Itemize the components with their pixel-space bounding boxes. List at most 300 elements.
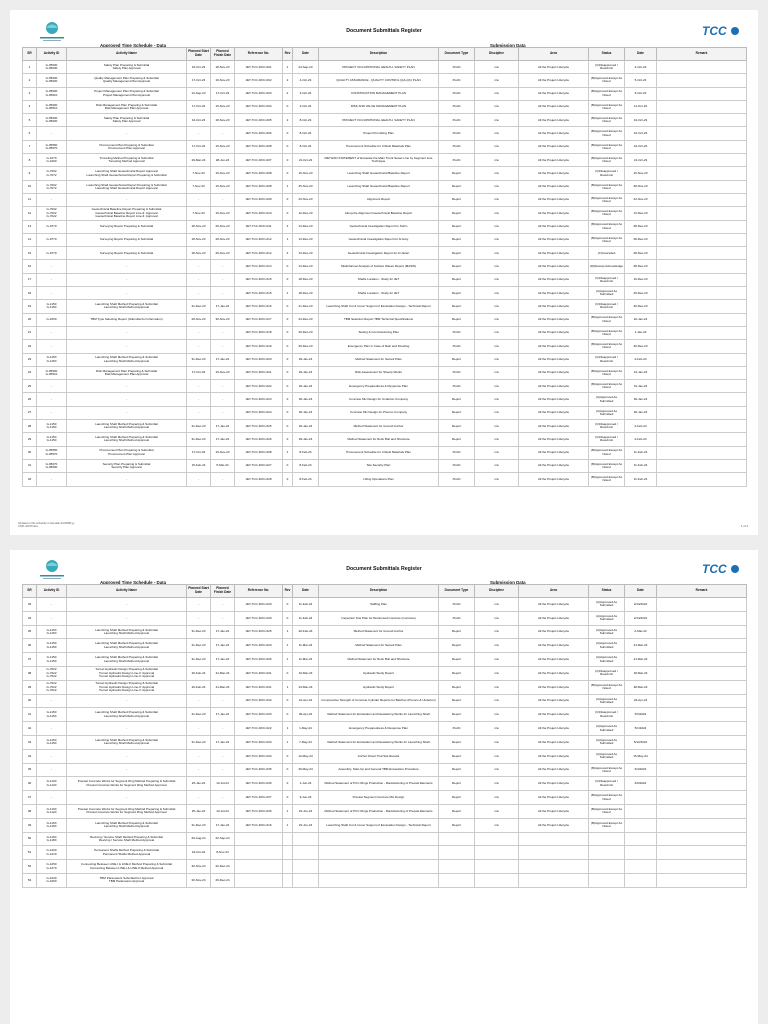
cell-status: (A)Approved As Submitted — [589, 406, 625, 419]
cell-planned-finish: 17-Oct-23 — [211, 87, 235, 100]
table-row — [23, 832, 747, 846]
table-row — [23, 611, 747, 625]
cell-activity-name: Reviving / Service Shaft Method Preparing & Submittal Reviving / Service Shaft Method Approval — [67, 832, 187, 846]
table-row — [23, 846, 747, 860]
cell-discipline: n/a — [475, 140, 519, 153]
cell-date: 16-Nov-23 — [293, 167, 319, 180]
cell-rev: 1 — [283, 735, 293, 749]
cell-description: Hydraulic Study Report — [319, 680, 439, 694]
cell-planned-finish: 13-Jul-24 — [211, 804, 235, 818]
cell-activity-id: G-1150 G-1150 — [37, 708, 67, 722]
cell-area: All the Project Lifecycle — [519, 127, 589, 140]
cell-rev: 0 — [283, 694, 293, 708]
column-header-date: Date — [293, 585, 319, 598]
cell-planned-finish: 5-Mar-24 — [211, 459, 235, 472]
cell-discipline: n/a — [475, 233, 519, 246]
cell-activity-id: - — [37, 722, 67, 736]
cell-remark — [657, 763, 747, 777]
cell-status-date — [625, 832, 657, 846]
cell-status: (B)Approved Except As Noted — [589, 340, 625, 353]
document-title: Document Submittals Register — [346, 28, 422, 34]
cell-reference-no: JET-TCC-DOC-009 — [235, 193, 283, 206]
cell-planned-finish: - — [211, 380, 235, 393]
cell-document-type: Report — [439, 749, 475, 763]
cell-document-type — [439, 832, 475, 846]
cell-planned-finish: - — [211, 393, 235, 406]
cell-planned-finish: - — [211, 763, 235, 777]
cell-date: 26-Dec-23 — [293, 340, 319, 353]
cell-description: Anchor Direct Trial Site Results — [319, 749, 439, 763]
cell-rev: 3 — [283, 247, 293, 260]
cell-activity-name: Safety Plan Preparing & Submittal Safety Plan Approval — [67, 61, 187, 74]
column-header-reference-no: Reference No. — [235, 585, 283, 598]
cell-activity-id: G-95600 G-95610 — [37, 87, 67, 100]
cell-area: All the Project Lifecycle — [519, 61, 589, 74]
cell-status: (B)Approved Except As Noted — [589, 380, 625, 393]
cell-description: Method Statement for Secant Piles — [319, 353, 439, 366]
cell-planned-start: - — [187, 791, 211, 805]
cell-discipline — [475, 832, 519, 846]
column-header-remark: Remark — [657, 48, 747, 61]
cell-document-type: PLAN — [439, 87, 475, 100]
cell-reference-no: JET-TCC-DOC-020 — [235, 639, 283, 653]
cell-area: All the Project Lifecycle — [519, 193, 589, 206]
cell-description: Launching Shaft Cut & Cover Support of Excavation Design - Technical Report — [319, 818, 439, 832]
column-header-status-date: Date — [625, 48, 657, 61]
cell-status-date — [625, 791, 657, 805]
cell-discipline: n/a — [475, 763, 519, 777]
cell-status-date: 11-Feb-24 — [625, 446, 657, 459]
cell-activity-id: G-1160 G-1180 — [37, 832, 67, 846]
cell-discipline: n/a — [475, 287, 519, 300]
table-row — [23, 127, 747, 140]
cell-planned-finish: 19-Nov-23 — [211, 180, 235, 193]
cell-description: Method Statement for Rock Bolt and Shotcrete — [319, 653, 439, 667]
cell-description: Geotechnical Investigation Report for Al Jazan — [319, 247, 439, 260]
table-row — [23, 233, 747, 246]
cell-planned-start: - — [187, 694, 211, 708]
cell-sr: 3 — [23, 87, 37, 100]
cell-area: All the Project Lifecycle — [519, 749, 589, 763]
cell-rev: 0 — [283, 777, 293, 791]
cell-status-date: 15-May-24 — [625, 749, 657, 763]
cell-planned-finish: 17-Jan-24 — [211, 653, 235, 667]
cell-status-date: 18-Mar-24 — [625, 666, 657, 680]
cell-status: (B)Approved Except As Noted — [589, 87, 625, 100]
cell-planned-start: 31-Dec-23 — [187, 818, 211, 832]
cell-status-date: 1-Jan-24 — [625, 326, 657, 339]
cell-activity-name: - — [67, 287, 187, 300]
cell-area: All the Project Lifecycle — [519, 818, 589, 832]
cell-document-type: PLAN — [439, 446, 475, 459]
table-row — [23, 167, 747, 180]
cell-activity-name: - — [67, 380, 187, 393]
cell-reference-no: JET-TCC-DOC-010 — [235, 207, 283, 220]
cell-area: All the Project Lifecycle — [519, 353, 589, 366]
cell-status-date: 30-Dec-23 — [625, 340, 657, 353]
cell-planned-start: - — [187, 193, 211, 206]
cell-planned-start: - — [187, 598, 211, 612]
cell-reference-no: JET-TCC-DOC-008 — [235, 167, 283, 180]
cell-activity-name: Surveying Report Preparing & Submittal — [67, 233, 187, 246]
cell-remark — [657, 722, 747, 736]
column-header-status: Status — [589, 48, 625, 61]
cell-planned-start: 13-Sep-23 — [187, 87, 211, 100]
cell-rev: 0 — [283, 207, 293, 220]
cell-discipline: n/a — [475, 353, 519, 366]
cell-description: RISK AND VALUE MANAGEMENT PLAN — [319, 100, 439, 113]
cell-status-date: 5/12/2024 — [625, 735, 657, 749]
cell-document-type: Report — [439, 653, 475, 667]
cell-reference-no: JET-TCC-DOC-016 — [235, 300, 283, 313]
cell-activity-name: - — [67, 473, 187, 486]
cell-status-date: 2-Mar-24 — [625, 625, 657, 639]
table-row — [23, 393, 747, 406]
cell-description: Risk Assessment for Sheetp Works — [319, 366, 439, 379]
cell-status: (B)Approved Except As Noted — [589, 154, 625, 167]
cell-area: All the Project Lifecycle — [519, 87, 589, 100]
cell-description: CONSTRUCTION MANAGEMENT PLAN — [319, 87, 439, 100]
cell-planned-start: 18-Nov-23 — [187, 220, 211, 233]
cell-sr: 17 — [23, 273, 37, 286]
cell-planned-finish: 30-Nov-23 — [211, 313, 235, 326]
cell-sr: 30 — [23, 446, 37, 459]
table-row — [23, 220, 747, 233]
cell-planned-start: 31-Dec-23 — [187, 300, 211, 313]
column-header-sr: SR — [23, 585, 37, 598]
cell-date: 13-Dec-23 — [293, 247, 319, 260]
cell-sr: 20 — [23, 313, 37, 326]
cell-remark — [657, 114, 747, 127]
cell-description: Staffing Plan — [319, 598, 439, 612]
cell-reference-no — [235, 832, 283, 846]
cell-discipline: n/a — [475, 74, 519, 87]
cell-rev — [283, 873, 293, 887]
cell-planned-start: - — [187, 326, 211, 339]
cell-status-date: 4-Feb-24 — [625, 433, 657, 446]
cell-reference-no: JET-TCC-DOC-003 — [235, 87, 283, 100]
cell-sr: 19 — [23, 300, 37, 313]
column-header-remark: Remark — [657, 585, 747, 598]
cell-rev: 0 — [283, 366, 293, 379]
cell-description: Method Statement for Excavation and Dewatering Works for Launching Shaft — [319, 735, 439, 749]
cell-description: Launching Shaft Geotechnical Baseline Report — [319, 167, 439, 180]
cell-status-date: 30-Dec-23 — [625, 300, 657, 313]
cell-status: (A)Approved As Submitted — [589, 749, 625, 763]
cell-reference-no: JET-TCC-DOC-001 — [235, 61, 283, 74]
cell-document-type: Report — [439, 420, 475, 433]
cell-remark — [657, 180, 747, 193]
cell-area: All the Project Lifecycle — [519, 420, 589, 433]
cell-discipline: n/a — [475, 473, 519, 486]
cell-area: All the Project Lifecycle — [519, 74, 589, 87]
cell-planned-finish: - — [211, 611, 235, 625]
cell-sr: 15 — [23, 247, 37, 260]
cell-status: (B)Approved Except As Noted — [589, 180, 625, 193]
cell-planned-start: 31-Dec-23 — [187, 653, 211, 667]
cell-planned-finish: 29-Nov-23 — [211, 247, 235, 260]
cell-document-type: Report — [439, 818, 475, 832]
cell-rev: 2 — [283, 114, 293, 127]
cell-date: 26-Dec-23 — [293, 326, 319, 339]
cell-status: (B)Approved Except As Noted — [589, 680, 625, 694]
cell-planned-start: 17-Oct-23 — [187, 74, 211, 87]
cell-reference-no: JET-TCC-DOC-030 — [235, 611, 283, 625]
cell-planned-finish: 28-Jun-24 — [211, 154, 235, 167]
cell-status-date: 2/14/2024 — [625, 611, 657, 625]
submittals-table-page-2 — [22, 584, 747, 888]
cell-sr: 32 — [23, 473, 37, 486]
cell-status-date: 23-Nov-23 — [625, 193, 657, 206]
cell-activity-id: G-95500 G-95600 — [37, 61, 67, 74]
cell-activity-id: G-95600 G-95600 — [37, 114, 67, 127]
cell-area: All the Project Lifecycle — [519, 639, 589, 653]
cell-document-type: Report — [439, 735, 475, 749]
cell-remark — [657, 459, 747, 472]
cell-description: Procurement Schedule for Critical Materials Plan — [319, 446, 439, 459]
cell-planned-start: 7-Nov-23 — [187, 180, 211, 193]
cell-date: 13-Dec-23 — [293, 220, 319, 233]
cell-status: (B)Approved Except As Noted — [589, 791, 625, 805]
cell-planned-finish: - — [211, 473, 235, 486]
cell-status: (B)Approved Except As Noted — [589, 446, 625, 459]
cell-remark — [657, 791, 747, 805]
cell-status-date: 4-Feb-24 — [625, 420, 657, 433]
cell-rev: 0 — [283, 666, 293, 680]
cell-area: All the Project Lifecycle — [519, 247, 589, 260]
column-header-discipline: Discipline — [475, 48, 519, 61]
cell-reference-no: JET-TCC-DOC-036 — [235, 804, 283, 818]
cell-area: All the Project Lifecycle — [519, 473, 589, 486]
cell-area: All the Project Lifecycle — [519, 694, 589, 708]
cell-activity-name: - — [67, 127, 187, 140]
cell-remark — [657, 154, 747, 167]
cell-area: All the Project Lifecycle — [519, 433, 589, 446]
cell-description: Precast Segment Concrete Mix Design — [319, 791, 439, 805]
cell-status: (B)Approved Except As Noted — [589, 193, 625, 206]
cell-reference-no: JET-TCC-DOC-008 — [235, 446, 283, 459]
cell-description: Testing & Commissioning Plan — [319, 326, 439, 339]
cell-remark — [657, 220, 747, 233]
cell-sr: 39 — [23, 680, 37, 694]
cell-discipline: n/a — [475, 735, 519, 749]
cell-activity-name: Launching Shaft Method Preparing & Submittal Launching Shaft Method Approval — [67, 708, 187, 722]
table-row — [23, 313, 747, 326]
cell-document-type: PLAN — [439, 473, 475, 486]
cell-rev: 1 — [283, 446, 293, 459]
cell-status — [589, 873, 625, 887]
cell-activity-name: - — [67, 749, 187, 763]
cell-rev: 0 — [283, 393, 293, 406]
cell-rev: 0 — [283, 273, 293, 286]
column-header-sr: SR — [23, 48, 37, 61]
cell-sr: 28 — [23, 420, 37, 433]
cell-activity-id: - — [37, 273, 67, 286]
table-row — [23, 180, 747, 193]
cell-document-type: Report — [439, 708, 475, 722]
cell-status-date: 6/4/2024 — [625, 763, 657, 777]
table-header-row — [23, 48, 747, 61]
table-row — [23, 735, 747, 749]
cell-planned-finish: - — [211, 406, 235, 419]
cell-date — [293, 832, 319, 846]
cell-activity-name: Launching Shaft Geotechnical Report Preparing & Submittal Launching Shaft Geotechnical Report Approval — [67, 180, 187, 193]
cell-activity-id: - — [37, 749, 67, 763]
cell-remark — [657, 818, 747, 832]
cell-remark — [657, 260, 747, 273]
cell-description: PROJECT OCCUPATIONAL HEALTH, SAFETY PLAN — [319, 114, 439, 127]
section-submission: Submission Data — [490, 43, 526, 48]
cell-date: 23-Jun-24 — [293, 804, 319, 818]
cell-area: All the Project Lifecycle — [519, 300, 589, 313]
cell-date: 11-Mar-24 — [293, 639, 319, 653]
cell-status-date: 5/3/2024 — [625, 708, 657, 722]
cell-rev: 1 — [283, 639, 293, 653]
table-row — [23, 873, 747, 887]
cell-document-type: Report — [439, 393, 475, 406]
cell-discipline: n/a — [475, 433, 519, 446]
cell-date: 30-Jan-24 — [293, 393, 319, 406]
cell-rev: 0 — [283, 100, 293, 113]
cell-date — [293, 846, 319, 860]
cell-sr: 7 — [23, 140, 37, 153]
cell-rev: 0 — [283, 260, 293, 273]
cell-activity-id: - — [37, 260, 67, 273]
cell-status-date: 10-Oct-23 — [625, 140, 657, 153]
column-header-status: Status — [589, 585, 625, 598]
cell-remark — [657, 832, 747, 846]
cell-document-type: PLAN — [439, 74, 475, 87]
cell-rev — [283, 860, 293, 874]
cell-activity-id: - — [37, 791, 67, 805]
cell-discipline: n/a — [475, 666, 519, 680]
cell-status-date — [625, 846, 657, 860]
cell-activity-name: TBM Parameters Submittal For Approval TBM Parameters Approval — [67, 873, 187, 887]
cell-reference-no: JET-TCC-DOC-022 — [235, 380, 283, 393]
table-row — [23, 380, 747, 393]
cell-planned-start: 17-Oct-23 — [187, 100, 211, 113]
cell-sr: 16 — [23, 260, 37, 273]
cell-rev: 0 — [283, 300, 293, 313]
cell-description: Method Statement for Secant Piles — [319, 639, 439, 653]
cell-sr: 1 — [23, 61, 37, 74]
cell-discipline: n/a — [475, 680, 519, 694]
cell-area: All the Project Lifecycle — [519, 207, 589, 220]
cell-activity-id: G-1150 G-1150 — [37, 300, 67, 313]
cell-reference-no: JET-TCC-DOC-032 — [235, 694, 283, 708]
cell-sr: 9 — [23, 167, 37, 180]
cell-discipline: n/a — [475, 708, 519, 722]
cell-date: 11-Mar-24 — [293, 653, 319, 667]
cell-planned-start: 20-Feb-24 — [187, 680, 211, 694]
cell-remark — [657, 433, 747, 446]
cell-reference-no: JET-TCC-DOC-037 — [235, 791, 283, 805]
cell-description: Shafts Location - Study for JET — [319, 273, 439, 286]
cell-sr: 37 — [23, 653, 37, 667]
cell-date: 8-Oct-23 — [293, 140, 319, 153]
cell-rev: 0 — [283, 127, 293, 140]
cell-status: (B)Approved Except As Noted — [589, 459, 625, 472]
cell-planned-start: 15-Feb-24 — [187, 459, 211, 472]
cell-remark — [657, 680, 747, 694]
cell-activity-id: G-7002 G-7002 G-7022 — [37, 207, 67, 220]
cell-reference-no: JET-TCC-DOC-017 — [235, 313, 283, 326]
table-row — [23, 639, 747, 653]
cell-date: 23-Mar-24 — [293, 680, 319, 694]
cell-rev: 1 — [283, 804, 293, 818]
column-header-document-type: Document Type — [439, 48, 475, 61]
cell-discipline: n/a — [475, 818, 519, 832]
cell-date: 30-May-24 — [293, 763, 319, 777]
cell-reference-no: JET-TCC-DOC-007 — [235, 154, 283, 167]
cell-discipline: n/a — [475, 247, 519, 260]
cell-planned-finish: - — [211, 749, 235, 763]
cell-remark — [657, 326, 747, 339]
cell-document-type: Report — [439, 220, 475, 233]
cell-status: (C)Disapproved / Resubmit — [589, 300, 625, 313]
cell-discipline: n/a — [475, 749, 519, 763]
cell-sr: 5 — [23, 114, 37, 127]
cell-discipline: n/a — [475, 653, 519, 667]
cell-discipline: n/a — [475, 114, 519, 127]
cell-status-date: 23-Apr-24 — [625, 694, 657, 708]
cell-sr: 47 — [23, 791, 37, 805]
cell-planned-finish: - — [211, 287, 235, 300]
cell-activity-id: G-9770 — [37, 247, 67, 260]
cell-area: All the Project Lifecycle — [519, 680, 589, 694]
cell-area: All the Project Lifecycle — [519, 722, 589, 736]
cell-document-type: Report — [439, 313, 475, 326]
cell-reference-no: JET-TCC-DOC-033 — [235, 735, 283, 749]
cell-description — [319, 846, 439, 860]
cell-sr: 10 — [23, 180, 37, 193]
cell-reference-no: JET-TCC-DOC-018 — [235, 326, 283, 339]
cell-rev: 1 — [283, 680, 293, 694]
cell-reference-no: JET-TCC-DOC-019 — [235, 340, 283, 353]
cell-sr: 35 — [23, 625, 37, 639]
cell-reference-no: JET-TCC-DOC-011 — [235, 220, 283, 233]
cell-area: All the Project Lifecycle — [519, 459, 589, 472]
cell-remark — [657, 340, 747, 353]
cell-activity-name: Launching Shaft Method Preparing & Submittal Launching Shaft Method Approval — [67, 420, 187, 433]
cell-activity-name: - — [67, 791, 187, 805]
cell-discipline: n/a — [475, 406, 519, 419]
cell-status-date: 13-Dec-23 — [625, 207, 657, 220]
cell-remark — [657, 666, 747, 680]
cell-reference-no: JET-TCC-DOC-033 — [235, 708, 283, 722]
cell-description: Emergency Preparedness & Response Plan — [319, 722, 439, 736]
cell-date: 21-Dec-23 — [293, 300, 319, 313]
cell-status: (B)Approved Except As Noted — [589, 804, 625, 818]
cell-date: 13-Dec-23 — [293, 233, 319, 246]
cell-remark — [657, 777, 747, 791]
cell-document-type: Report — [439, 167, 475, 180]
cell-rev: 0 — [283, 611, 293, 625]
cell-planned-finish: 17-Jan-24 — [211, 735, 235, 749]
cell-activity-name: Launching Shaft Method Preparing & Submittal Launching Shaft Method Approval — [67, 653, 187, 667]
cell-remark — [657, 207, 747, 220]
cell-date: 24-Sep-23 — [293, 61, 319, 74]
cell-sr: 42 — [23, 722, 37, 736]
cell-discipline: n/a — [475, 459, 519, 472]
cell-sr: 8 — [23, 154, 37, 167]
cell-area: All the Project Lifecycle — [519, 708, 589, 722]
cell-document-type: Report — [439, 260, 475, 273]
cell-status — [589, 846, 625, 860]
cell-activity-id: G-1150 G-1150 — [37, 653, 67, 667]
cell-planned-finish: 19-Nov-23 — [211, 74, 235, 87]
cell-status: (C)Disapproved / Resubmit — [589, 708, 625, 722]
